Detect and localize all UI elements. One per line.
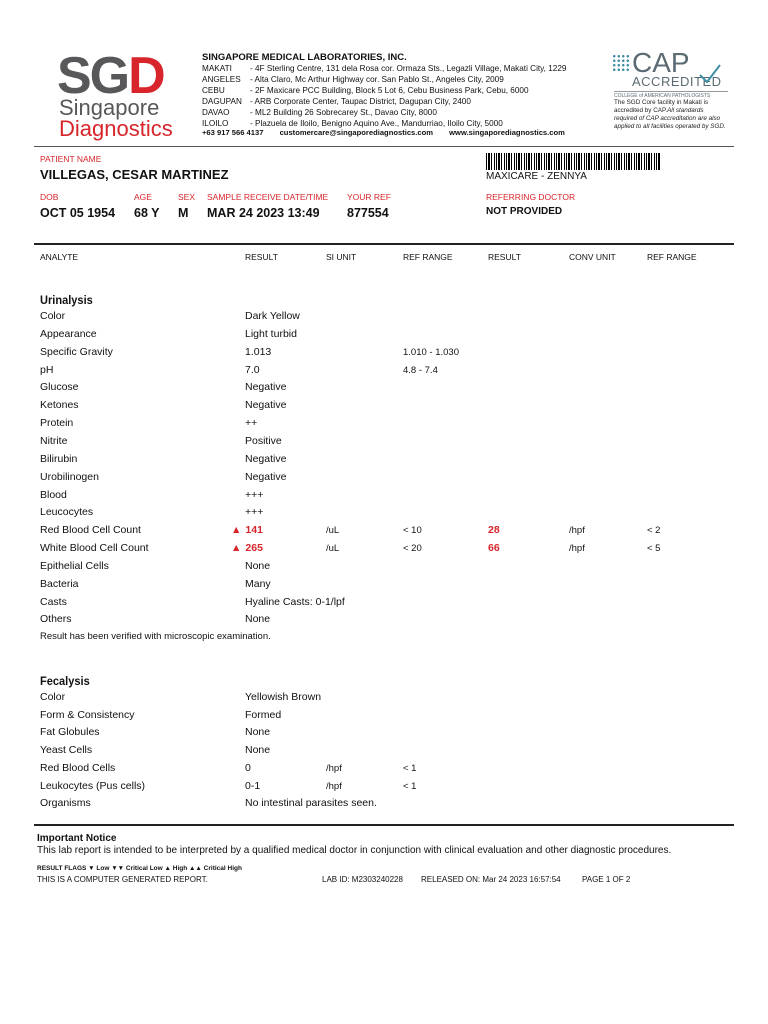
urinalysis-section-title: Urinalysis bbox=[40, 293, 93, 307]
ref-range-cell: 4.8 - 7.4 bbox=[403, 364, 438, 376]
age-label: AGE bbox=[134, 192, 152, 202]
cap-statement bbox=[614, 99, 728, 131]
analyte-cell: Leukocytes (Pus cells) bbox=[40, 779, 146, 792]
logo-line1: Singapore bbox=[59, 95, 160, 120]
branch-city: DAVAO bbox=[202, 108, 230, 118]
branch-address: - ML2 Building 26 Sobrecarey St., Davao City, 8000 bbox=[250, 108, 437, 118]
analyte-cell: Urobilinogen bbox=[40, 470, 99, 483]
email-link[interactable]: customercare@singaporediagnostics.com bbox=[279, 128, 433, 137]
si-unit-cell: /hpf bbox=[326, 762, 342, 774]
result-flags-legend: RESULT FLAGS ▼ Low ▼▼ Critical Low ▲ High ▲▲ Critical High bbox=[37, 865, 242, 872]
result-cell: None bbox=[245, 559, 271, 572]
analyte-cell: Nitrite bbox=[40, 434, 68, 447]
result-cell: Negative bbox=[245, 381, 287, 394]
column-header-conv-result: RESULT bbox=[488, 252, 521, 262]
analyte-cell: pH bbox=[40, 363, 54, 376]
analyte-cell: Fat Globules bbox=[40, 726, 100, 739]
result-cell bbox=[231, 542, 263, 555]
analyte-cell: Color bbox=[40, 691, 66, 703]
conv-result-cell: 66 bbox=[488, 542, 500, 555]
ref-range-cell: < 1 bbox=[403, 780, 417, 792]
result-cell: ++ bbox=[245, 417, 258, 430]
si-unit-cell: /uL bbox=[326, 525, 340, 537]
lab-name: SINGAPORE MEDICAL LABORATORIES, INC. bbox=[202, 52, 407, 63]
patient-name-label: PATIENT NAME bbox=[40, 154, 102, 164]
analyte-cell: Leucocytes bbox=[40, 506, 94, 519]
high-flag-icon: ▲ bbox=[231, 542, 242, 555]
result-cell: Negative bbox=[245, 399, 287, 412]
result-cell: 0-1 bbox=[245, 779, 261, 792]
result-cell: Positive bbox=[245, 434, 282, 447]
conv-ref-range-cell: < 2 bbox=[647, 525, 661, 537]
column-header-conv-ref-range: REF RANGE bbox=[647, 252, 697, 262]
table-header-divider bbox=[34, 243, 734, 245]
cap-statement-b: All standards required of CAP accreditation are also applied to all facilities operated by SGD. bbox=[614, 107, 726, 130]
column-header-analyte: ANALYTE bbox=[40, 252, 79, 262]
logo-letters-sg: SG bbox=[57, 47, 129, 105]
header-divider bbox=[34, 146, 734, 147]
cap-college: COLLEGE of AMERICAN PATHOLOGISTS bbox=[614, 91, 728, 99]
analyte-cell: Protein bbox=[40, 417, 74, 430]
phone-number: +63 917 566 4137 bbox=[202, 128, 264, 137]
ref-range-cell: < 10 bbox=[403, 525, 422, 537]
logo-letters-d: D bbox=[128, 47, 164, 105]
high-flag-icon: ▲ bbox=[231, 524, 242, 537]
column-header-ref-range: REF RANGE bbox=[403, 252, 453, 262]
analyte-cell: Others bbox=[40, 613, 72, 626]
barcode bbox=[486, 153, 661, 170]
conv-unit-cell: /hpf bbox=[569, 543, 585, 555]
lab-id: LAB ID: M2303240228 bbox=[322, 875, 403, 884]
branch-city: ANGELES bbox=[202, 75, 241, 85]
verification-note: Result has been verified with microscopic examination. bbox=[40, 631, 271, 642]
conv-unit-cell: /hpf bbox=[569, 525, 585, 537]
si-unit-cell: /uL bbox=[326, 543, 340, 555]
analyte-cell: Form & Consistency bbox=[40, 708, 135, 721]
ref-range-cell: < 20 bbox=[403, 543, 422, 555]
result-cell bbox=[231, 524, 263, 537]
branch-address: - Plazuela de Iloilo, Benigno Aquino Ave., Mandurriao, Iloilo City, 5000 bbox=[250, 119, 503, 129]
cap-statement-a: The SGD Core facility in Makati is accredited by CAP. bbox=[614, 99, 709, 114]
result-cell: +++ bbox=[245, 506, 264, 519]
dob-label: DOB bbox=[40, 192, 59, 202]
website-link[interactable]: www.singaporediagnostics.com bbox=[449, 128, 565, 137]
result-cell: Dark Yellow bbox=[245, 310, 300, 322]
branch-address: - ARB Corporate Center, Taupac District, Dagupan City, 2400 bbox=[250, 97, 471, 107]
result-cell: None bbox=[245, 613, 271, 626]
sex-value: M bbox=[178, 206, 189, 220]
analyte-cell: Organisms bbox=[40, 797, 91, 810]
analyte-cell: Appearance bbox=[40, 327, 97, 340]
computer-generated-note: THIS IS A COMPUTER GENERATED REPORT. bbox=[37, 875, 208, 884]
result-cell: None bbox=[245, 744, 271, 757]
patient-name: VILLEGAS, CESAR MARTINEZ bbox=[40, 167, 229, 182]
cap-word: CAP bbox=[632, 47, 690, 78]
analyte-cell: Epithelial Cells bbox=[40, 559, 109, 572]
branch-city: ILOILO bbox=[202, 119, 229, 129]
cap-accredited: ACCREDITED bbox=[632, 74, 722, 89]
branch-city: CEBU bbox=[202, 86, 225, 96]
referring-doctor-label: REFERRING DOCTOR bbox=[486, 192, 576, 202]
referring-doctor-value: NOT PROVIDED bbox=[486, 206, 563, 217]
result-cell: +++ bbox=[245, 488, 264, 501]
branch-city: MAKATI bbox=[202, 64, 232, 73]
result-cell: None bbox=[245, 726, 271, 739]
cap-dots-icon bbox=[612, 54, 630, 72]
branch-address: - 2F Maxicare PCC Building, Block 5 Lot 6, Cebu Business Park, Cebu, 6000 bbox=[250, 86, 529, 96]
analyte-cell: White Blood Cell Count bbox=[40, 542, 149, 555]
result-cell: 0 bbox=[245, 761, 251, 774]
result-cell: Many bbox=[245, 577, 271, 590]
notice-heading: Important Notice bbox=[37, 833, 117, 844]
flagged-result-value: 141 bbox=[245, 524, 263, 537]
age-value: 68 Y bbox=[134, 206, 160, 220]
released-on: RELEASED ON: Mar 24 2023 16:57:54 bbox=[421, 875, 561, 884]
result-cell: Formed bbox=[245, 708, 282, 721]
branch-address: - 4F Sterling Centre, 131 dela Rosa cor. Ormaza Sts., Legazli Village, Makati City, 1229 bbox=[250, 64, 567, 73]
analyte-cell: Bacteria bbox=[40, 577, 79, 590]
page-number: PAGE 1 OF 2 bbox=[582, 875, 631, 884]
flagged-result-value: 265 bbox=[245, 542, 263, 555]
result-cell: Negative bbox=[245, 470, 287, 483]
column-header-result: RESULT bbox=[245, 252, 278, 262]
analyte-cell: Bilirubin bbox=[40, 452, 78, 465]
received-label: SAMPLE RECEIVE DATE/TIME bbox=[207, 192, 329, 202]
analyte-cell: Red Blood Cell Count bbox=[40, 524, 141, 537]
column-header-si-unit: SI UNIT bbox=[326, 252, 357, 262]
footer-divider bbox=[34, 824, 734, 826]
column-header-conv-unit: CONV UNIT bbox=[569, 252, 616, 262]
sgd-logo bbox=[57, 47, 177, 142]
analyte-cell: Casts bbox=[40, 595, 67, 608]
ref-range-cell: < 1 bbox=[403, 762, 417, 774]
result-cell: 7.0 bbox=[245, 363, 260, 376]
si-unit-cell: /hpf bbox=[326, 780, 342, 792]
analyte-cell: Specific Gravity bbox=[40, 345, 113, 358]
sex-label: SEX bbox=[178, 192, 196, 202]
conv-ref-range-cell: < 5 bbox=[647, 543, 661, 555]
ref-range-cell: 1.010 - 1.030 bbox=[403, 346, 459, 358]
result-cell: Light turbid bbox=[245, 327, 297, 340]
branch-address: - Alta Claro, Mc Arthur Highway cor. San Pablo St., Angeles City, 2009 bbox=[250, 75, 504, 85]
contact-line bbox=[202, 128, 579, 137]
conv-result-cell: 28 bbox=[488, 524, 500, 537]
received-value: MAR 24 2023 13:49 bbox=[207, 206, 320, 220]
your-ref-label: YOUR REF bbox=[347, 192, 391, 202]
analyte-cell: Red Blood Cells bbox=[40, 761, 116, 774]
checkmark-icon bbox=[698, 63, 722, 85]
fecalysis-section-title: Fecalysis bbox=[40, 674, 90, 688]
analyte-cell: Ketones bbox=[40, 399, 79, 412]
company-name: MAXICARE - ZENNYA bbox=[486, 171, 587, 182]
result-cell: Yellowish Brown bbox=[245, 691, 322, 703]
your-ref-value: 877554 bbox=[347, 206, 389, 220]
result-cell: No intestinal parasites seen. bbox=[245, 797, 377, 810]
analyte-cell: Yeast Cells bbox=[40, 744, 93, 757]
analyte-cell: Blood bbox=[40, 488, 67, 501]
analyte-cell: Color bbox=[40, 310, 66, 322]
result-cell: Negative bbox=[245, 452, 287, 465]
result-cell: 1.013 bbox=[245, 345, 272, 358]
result-cell: Hyaline Casts: 0-1/lpf bbox=[245, 595, 345, 608]
branch-city: DAGUPAN bbox=[202, 97, 242, 107]
notice-text: This lab report is intended to be interpreted by a qualified medical doctor in conjunction with clinical evaluation and other diagnostic procedures. bbox=[37, 845, 672, 856]
logo-line2: Diagnostics bbox=[59, 116, 173, 141]
dob-value: OCT 05 1954 bbox=[40, 206, 116, 220]
analyte-cell: Glucose bbox=[40, 381, 79, 394]
